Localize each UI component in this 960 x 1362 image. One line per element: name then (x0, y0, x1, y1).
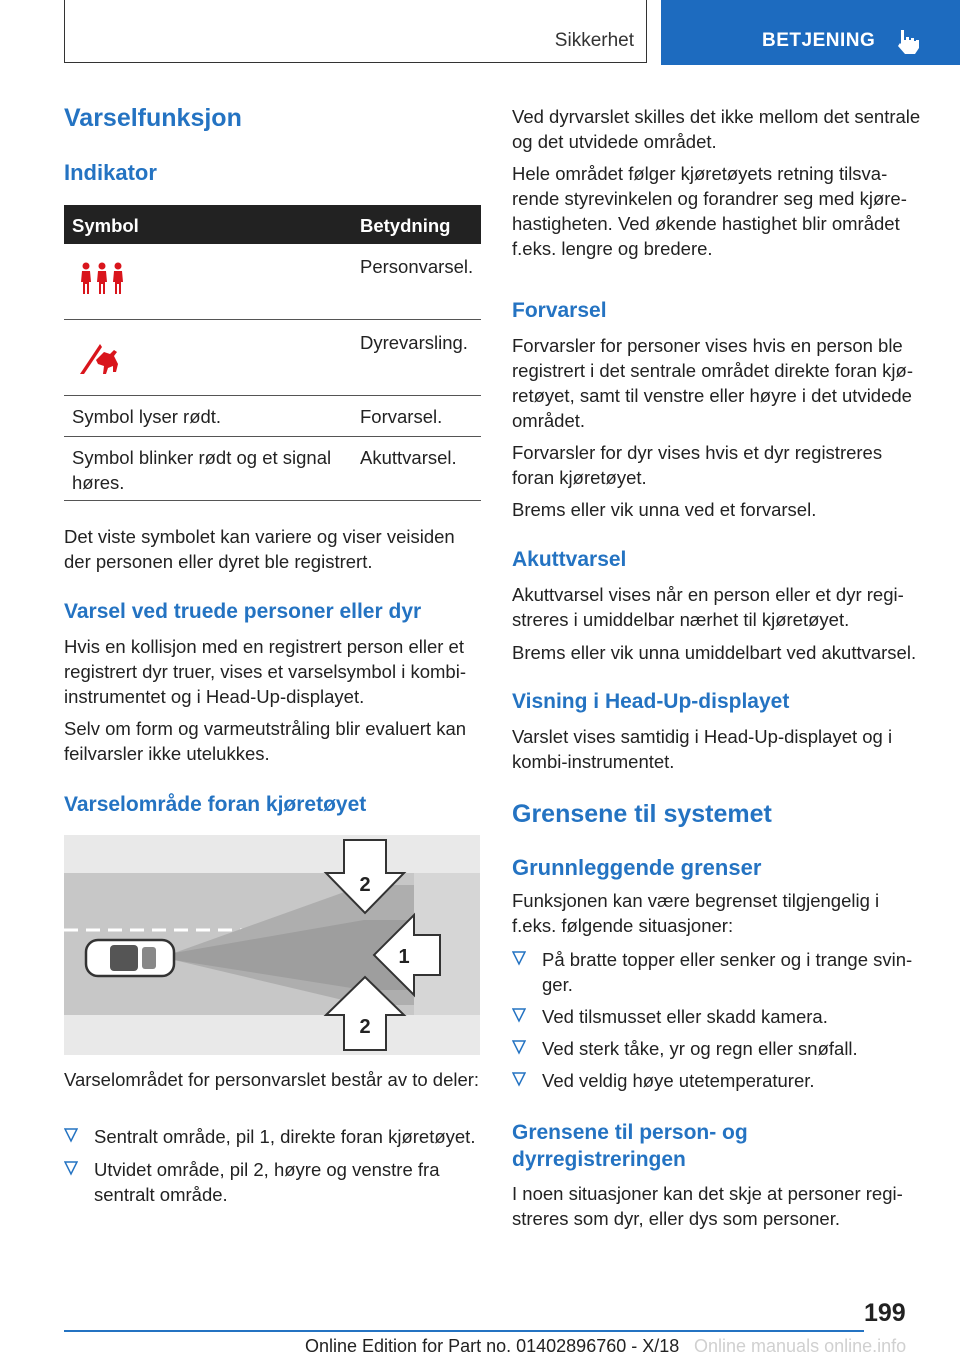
list-item-text: Ved tilsmusset eller skadd kamera. (542, 1006, 828, 1027)
akutt-paragraph-1: Akuttvarsel vises når en person eller et dyr registreres i umiddelbar nærhet til kjøretøyet. (512, 584, 904, 630)
akutt-heading: Akuttvarsel (512, 548, 627, 571)
list-item-text: Utvidet område, pil 2, høyre og venstre fra sentralt område. (94, 1159, 440, 1205)
area-caption: Varselområdet for personvarslet består av to deler: (64, 1069, 480, 1090)
header-section-box (64, 0, 647, 63)
table-cell-meaning: Dyrevarsling. (360, 332, 468, 353)
list-item-text: På bratte topper eller senker og i trange svinger. (542, 949, 913, 995)
list-item-text: Sentralt område, pil 1, direkte foran kjøretøyet. (94, 1126, 476, 1147)
list-item (64, 1124, 480, 1149)
table-cell-meaning: Akuttvarsel. (360, 447, 457, 468)
list-item-text: Ved veldig høye utetemperaturer. (542, 1070, 815, 1091)
table-row (64, 320, 481, 396)
table-cell-meaning: Personvarsel. (360, 256, 474, 277)
area-heading: Varselområde foran kjøretøyet (64, 793, 367, 816)
table-header-symbol: Symbol (72, 215, 139, 236)
detection-limits-heading: Grensene til person- og dyrregistreringen (512, 1121, 748, 1171)
basic-limits-heading: Grunnleggende grenser (512, 855, 762, 880)
forvarsel-paragraph-2: Forvarsler for dyr vises hvis et dyr registreres foran kjøretøyet. (512, 442, 883, 488)
list-item (512, 1004, 926, 1029)
watermark-text: Online manuals online.info (690, 1336, 906, 1357)
table-row (64, 244, 481, 320)
table-row (64, 396, 481, 437)
table-header (64, 205, 481, 244)
hud-paragraph: Varslet vises samtidig i Head-Up-displayet og i kombi-instrumentet. (512, 726, 893, 772)
triangle-bullet-icon (512, 1040, 526, 1056)
page-title: Varselfunksjon (64, 104, 242, 132)
person-warning-icon (78, 262, 126, 296)
figure-label: 2 (359, 874, 371, 896)
triangle-bullet-icon (64, 1128, 78, 1144)
triangle-bullet-icon (512, 1008, 526, 1024)
list-item-text: Ved sterk tåke, yr og regn eller snøfall. (542, 1038, 858, 1059)
after-table-text: Det viste symbolet kan variere og viser veisiden der personen eller dyret ble registrert. (64, 526, 455, 572)
basic-limits-paragraph: Funksjonen kan være begrenset tilgjengelig i f.eks. følgende situasjoner: (512, 890, 880, 936)
indicator-table (64, 205, 481, 501)
forvarsel-paragraph-3: Brems eller vik unna ved et forvarsel. (512, 499, 817, 520)
triangle-bullet-icon (512, 951, 526, 967)
triangle-bullet-icon (512, 1072, 526, 1088)
list-item (512, 947, 926, 997)
figure-label: 2 (359, 1016, 371, 1038)
table-cell-symbol: Symbol blinker rødt og et signal høres. (72, 447, 332, 493)
threat-paragraph-2: Selv om form og varmeutstråling blir evaluert kan feilvarsler ikke utelukkes. (64, 718, 467, 764)
limits-bullet-list (512, 947, 926, 1093)
list-item (64, 1157, 480, 1207)
area-bullet-list (64, 1124, 480, 1207)
threat-paragraph-1: Hvis en kollisjon med en registrert person eller et registrert dyr truer, vises et varselsymbol i kombiinstrumentet og i Head-Up-displayet. (64, 636, 466, 707)
figure-label: 1 (398, 946, 410, 968)
limits-title: Grensene til systemet (512, 800, 772, 828)
header-section-title: Sikkerhet (554, 30, 634, 51)
edition-text: Online Edition for Part no. 01402896760 - X/18 (305, 1336, 680, 1356)
triangle-bullet-icon (64, 1161, 78, 1177)
car-icon (86, 940, 174, 976)
page-number: 199 (864, 1299, 906, 1327)
akutt-paragraph-2: Brems eller vik unna umiddelbart ved akuttvarsel. (512, 642, 917, 663)
list-item (512, 1036, 926, 1061)
indikator-heading: Indikator (64, 160, 157, 185)
right-paragraph-2: Hele området følger kjøretøyets retning tilsvarende styrevinkelen og forandrer seg med kjørehastigheten. Ved økende hastighet blir området f.eks. lengre og bredere. (512, 163, 907, 259)
forvarsel-paragraph-1: Forvarsler for personer vises hvis en person ble registrert i det sentrale området direkte foran kjøretøyet, samt til venstre eller høyre i det utvidede området. (512, 335, 914, 431)
warning-area-figure (64, 835, 480, 1055)
right-paragraph-1: Ved dyrvarslet skilles det ikke mellom det sentrale og det utvidede området. (512, 106, 921, 152)
header-chapter-title: BETJENING (762, 30, 876, 51)
footer-divider (64, 1330, 864, 1332)
header-chapter-box (661, 0, 960, 65)
table-cell-meaning: Forvarsel. (360, 406, 443, 427)
table-row (64, 437, 481, 501)
animal-warning-icon (78, 338, 124, 376)
forvarsel-heading: Forvarsel (512, 299, 607, 322)
detection-limits-paragraph: I noen situasjoner kan det skje at personer registreres som dyr, eller dys som personer. (512, 1183, 903, 1229)
table-cell-symbol: Symbol lyser rødt. (72, 406, 222, 427)
hud-heading: Visning i Head-Up-displayet (512, 690, 790, 713)
threat-heading: Varsel ved truede personer eller dyr (64, 600, 422, 623)
hand-pointer-icon (893, 26, 923, 56)
list-item (512, 1068, 926, 1093)
table-header-meaning: Betydning (360, 215, 451, 236)
